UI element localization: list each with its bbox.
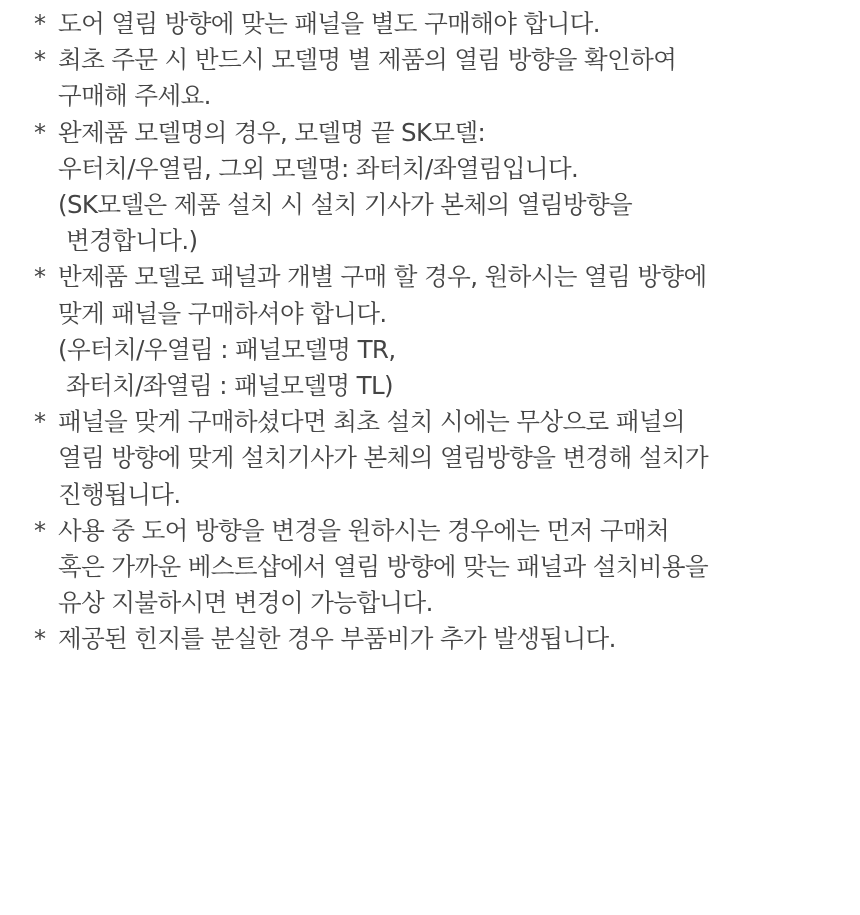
note-line: 유상 지불하시면 변경이 가능합니다.: [58, 588, 433, 618]
note-line: 맞게 패널을 구매하셔야 합니다.: [58, 298, 387, 328]
bullet-asterisk: *: [34, 46, 46, 75]
note-line: 우터치/우열림, 그외 모델명: 좌터치/좌열림입니다.: [58, 153, 579, 183]
notes-list: [34, 6, 860, 658]
note-check-model-direction: [34, 42, 860, 114]
note-line: 혹은 가까운 베스트샵에서 열림 방향에 맞는 패널과 설치비용을: [58, 552, 709, 582]
bullet-asterisk: *: [34, 625, 46, 654]
bullet-asterisk: *: [34, 118, 46, 147]
note-line: 완제품 모델명의 경우, 모델명 끝 SK모델:: [58, 117, 486, 147]
note-line: 좌터치/좌열림 : 패널모델명 TL): [66, 371, 393, 401]
note-line: 변경합니다.): [66, 226, 198, 256]
note-line: 제공된 힌지를 분실한 경우 부품비가 추가 발생됩니다.: [58, 624, 616, 654]
note-line: 열림 방향에 맞게 설치기사가 본체의 열림방향을 변경해 설치가: [58, 443, 709, 473]
note-semi-finished-models: [34, 259, 860, 404]
note-line: (우터치/우열림 : 패널모델명 TR,: [58, 334, 396, 364]
note-free-initial-installation: [34, 404, 860, 513]
note-line: 진행됩니다.: [58, 479, 181, 509]
note-line: 구매해 주세요.: [58, 81, 211, 111]
bullet-asterisk: *: [34, 263, 46, 292]
note-line: 최초 주문 시 반드시 모델명 별 제품의 열림 방향을 확인하여: [58, 45, 677, 75]
note-change-during-use: [34, 513, 860, 622]
note-lost-hinge-charge: [34, 621, 860, 657]
bullet-asterisk: *: [34, 516, 46, 545]
note-line: (SK모델은 제품 설치 시 설치 기사가 본체의 열림방향을: [58, 190, 633, 220]
bullet-asterisk: *: [34, 408, 46, 437]
note-line: 도어 열림 방향에 맞는 패널을 별도 구매해야 합니다.: [58, 9, 600, 38]
note-line: 사용 중 도어 방향을 변경을 원하시는 경우에는 먼저 구매처: [58, 515, 670, 545]
bullet-asterisk: *: [34, 10, 46, 38]
note-door-direction-panel: [34, 6, 860, 42]
note-line: 반제품 모델로 패널과 개별 구매 할 경우, 원하시는 열림 방향에: [58, 262, 707, 292]
note-finished-product-models: [34, 115, 860, 260]
note-line: 패널을 맞게 구매하셨다면 최초 설치 시에는 무상으로 패널의: [58, 407, 685, 437]
